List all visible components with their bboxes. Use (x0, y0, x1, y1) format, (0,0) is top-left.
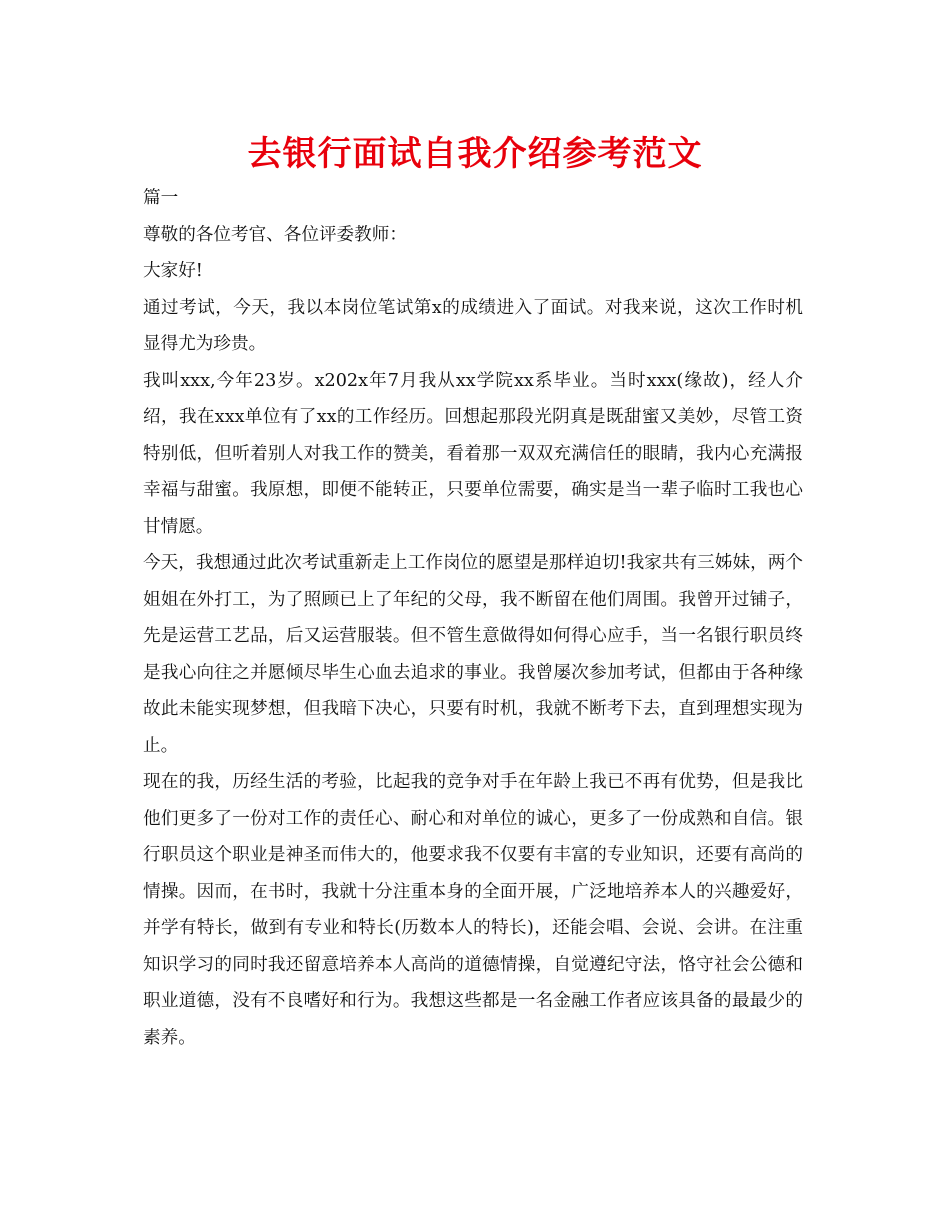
body-paragraph: 通过考试，今天，我以本岗位笔试第x的成绩进入了面试。对我来说，这次工作时机显得尤为珍贵。 (143, 297, 803, 354)
body-paragraph: 今天，我想通过此次考试重新走上工作岗位的愿望是那样迫切!我家共有三姊妹，两个姐姐在外打工，为了照顾已上了年纪的父母，我不断留在他们周围。我曾开过铺子，先是运营工艺品，后又运营服装。但不管生意做得如何得心应手，当一名银行职员终是我心向往之并愿倾尽毕生心血去追求的事业。我曾屡次参加考试，但都由于各种缘故此未能实现梦想，但我暗下决心，只要有时机，我就不断考下去，直到理想实现为止。 (143, 553, 803, 756)
salutation: 尊敬的各位考官、各位评委教师： (143, 224, 407, 245)
document-title: 去银行面试自我介绍参考范文 (247, 134, 703, 174)
greeting: 大家好! (143, 261, 203, 281)
section-heading: 篇一 (143, 188, 179, 208)
body-paragraph: 现在的我，历经生活的考验，比起我的竞争对手在年龄上我已不再有优势，但是我比他们更多了一份对工作的责任心、耐心和对单位的诚心，更多了一份成熟和自信。银行职员这个职业是神圣而伟大的，他要求我不仅要有丰富的专业知识，还要有高尚的情操。因而，在书时，我就十分注重本身的全面开展，广泛地培养本人的兴趣爱好，并学有特长，做到有专业和特长(历数本人的特长)，还能会唱、会说、会讲。在注重知识学习的同时我还留意培养本人高尚的道德情操，自觉遵纪守法，恪守社会公德和职业道德，没有不良嗜好和行为。我想这些都是一名金融工作者应该具备的最最少的素养。 (143, 772, 803, 1048)
document-body (143, 180, 803, 1056)
body-paragraph: 我叫xxx,今年23岁。x202x年7月我从xx学院xx系毕业。当时xxx(缘故)，经人介绍，我在xxx单位有了xx的工作经历。回想起那段光阴真是既甜蜜又美妙，尽管工资特别低，但听着别人对我工作的赞美，看着那一双双充满信任的眼睛，我内心充满报幸福与甜蜜。我原想，即便不能转正，只要单位需要，确实是当一辈子临时工我也心甘情愿。 (143, 370, 803, 537)
